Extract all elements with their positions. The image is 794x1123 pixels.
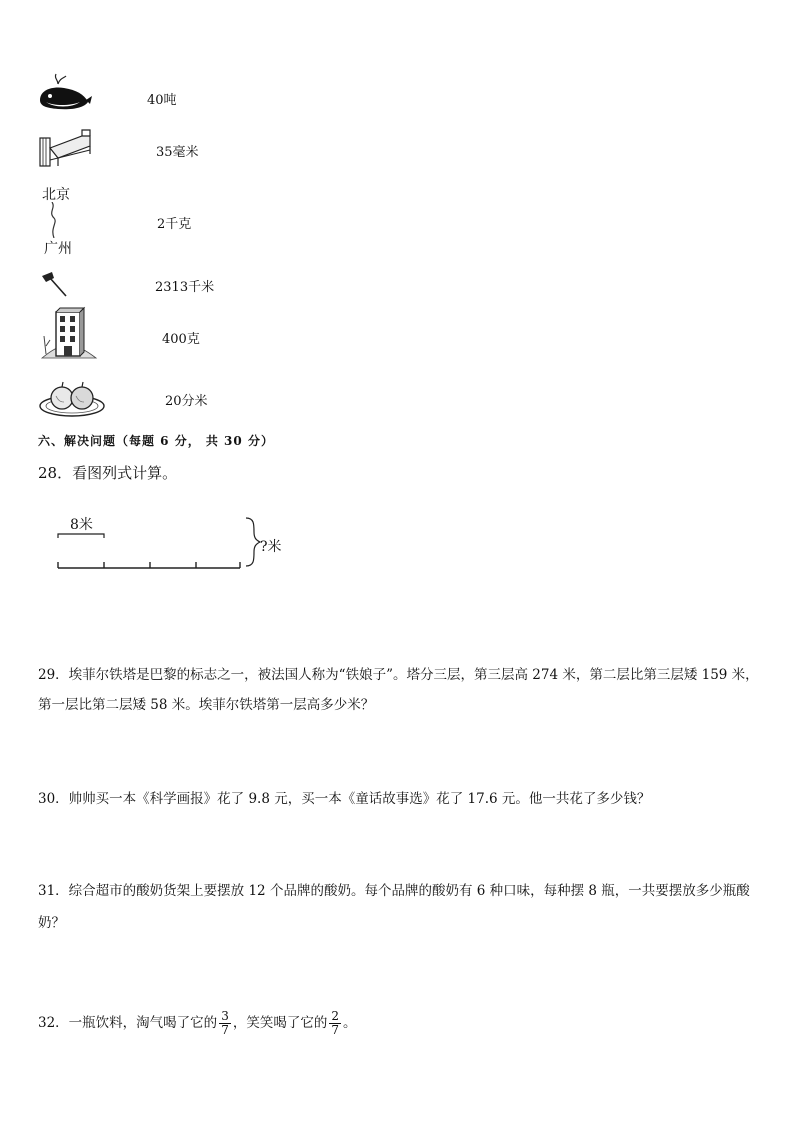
value-item: 40吨 bbox=[147, 93, 177, 108]
value-item: 2313千米 bbox=[155, 280, 215, 295]
total-label: ?米 bbox=[260, 539, 282, 555]
question-32 bbox=[38, 1006, 356, 1040]
question-32-prefix: 32．一瓶饮料，淘气喝了它的 bbox=[38, 1015, 218, 1031]
route-map-icon bbox=[40, 184, 84, 258]
question-28: 28．看图列式计算。 bbox=[38, 464, 178, 482]
question-29-line1: 29．埃菲尔铁塔是巴黎的标志之一，被法国人称为“铁娘子”。塔分三层，第三层高 274 米，第二层比第三层矮 159 米， bbox=[38, 667, 759, 683]
question-29-line2: 第一层比第二层矮 58 米。埃菲尔铁塔第一层高多少米？ bbox=[38, 697, 375, 713]
apples-plate-icon bbox=[38, 376, 106, 418]
value-item: 2千克 bbox=[157, 217, 192, 232]
value-item: 35毫米 bbox=[156, 145, 199, 160]
fraction-denominator: 7 bbox=[331, 1023, 339, 1037]
fraction-numerator: 3 bbox=[221, 1009, 229, 1023]
map-from-label: 北京 bbox=[42, 187, 70, 203]
question-32-middle: ，笑笑喝了它的 bbox=[232, 1015, 328, 1031]
question-31-line2: 奶？ bbox=[38, 915, 65, 931]
segment-label: 8米 bbox=[70, 517, 93, 533]
map-to-label: 广州 bbox=[44, 241, 72, 257]
line-segment-diagram bbox=[50, 510, 300, 580]
whale-icon bbox=[36, 72, 92, 114]
fraction-2-7 bbox=[329, 1010, 341, 1037]
question-31-line1: 31．综合超市的酸奶货架上要摆放 12 个品牌的酸奶。每个品牌的酸奶有 6 种口味，每种摆 8 瓶，一共要摆放多少瓶酸 bbox=[38, 883, 750, 899]
value-item: 400克 bbox=[162, 332, 200, 347]
fraction-denominator: 7 bbox=[221, 1023, 229, 1037]
question-30: 30．帅帅买一本《科学画报》花了 9.8 元，买一本《童话故事选》花了 17.6 元。他一共花了多少钱？ bbox=[38, 791, 651, 807]
value-item: 20分米 bbox=[165, 394, 208, 409]
fraction-numerator: 2 bbox=[331, 1009, 339, 1023]
question-32-suffix: 。 bbox=[342, 1015, 357, 1031]
thumbtack-icon bbox=[40, 270, 70, 300]
bed-icon bbox=[38, 126, 92, 168]
building-icon bbox=[38, 306, 98, 362]
section-title: 六、解决问题（每题 6 分， 共 30 分） bbox=[38, 434, 274, 448]
fraction-3-7 bbox=[219, 1010, 231, 1037]
